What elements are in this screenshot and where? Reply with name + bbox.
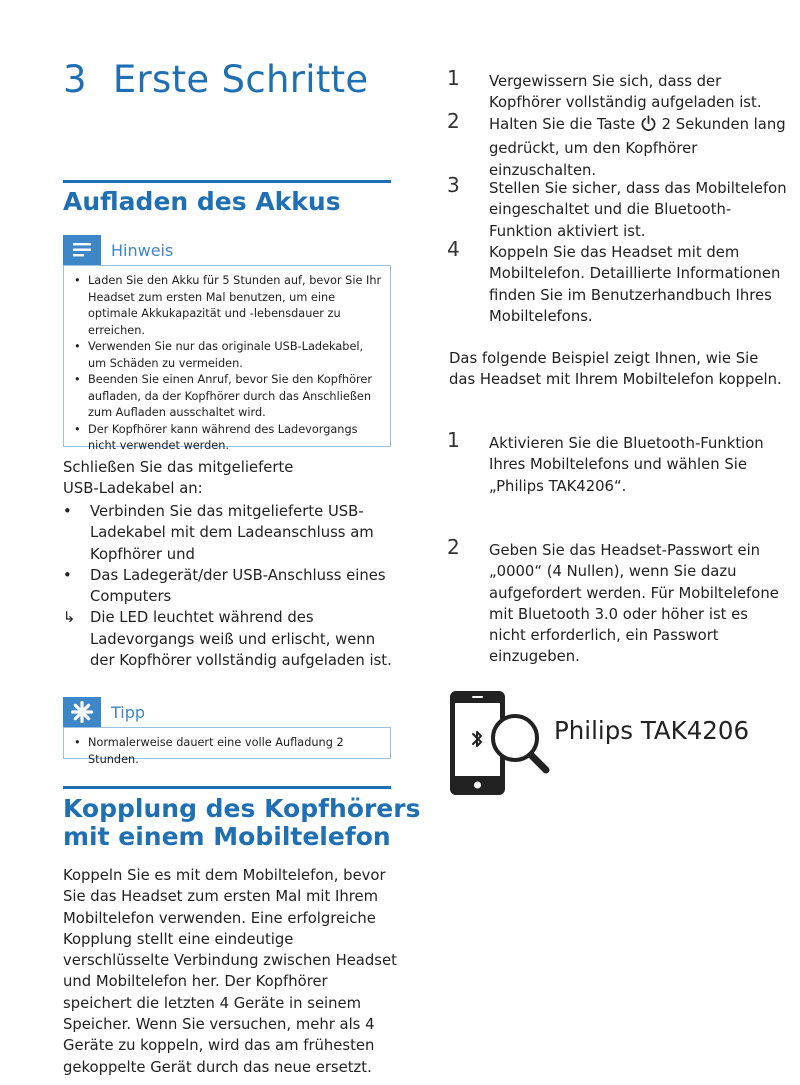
note-item: • Beenden Sie einen Anruf, bevor Sie den Kopfhörer aufladen, da der Kopfhörer durch das Anschließen zum Aufladen ausschaltet wird. [74, 372, 382, 422]
note-item: • Verwenden Sie nur das originale USB-Ladekabel, um Schäden zu vermeiden. [74, 339, 382, 372]
result-arrow-marker: ↳ [63, 609, 76, 627]
product-name: Philips TAK4206 [554, 716, 750, 745]
step-number: 1 [447, 66, 460, 90]
note-header [63, 235, 173, 265]
chapter-number: 3 [63, 58, 87, 101]
step-text-before: Halten Sie die Taste [489, 116, 636, 133]
bullet-text: Die LED leuchtet während des Ladevorgangs weiß und erlischt, wenn der Kopfhörer vollständig aufgeladen ist. [90, 609, 392, 670]
section-title-charging: Aufladen des Akkus [63, 187, 341, 216]
tip-header [63, 697, 145, 727]
asterisk-star-icon [63, 697, 101, 727]
note-label: Hinweis [111, 240, 174, 260]
step-number: 3 [447, 173, 460, 197]
note-lines-icon [63, 235, 101, 265]
phone-bluetooth-search-icon [447, 688, 557, 798]
step-text: Geben Sie das Headset-Passwort ein „0000“ (4 Nullen), wenn Sie dazu aufgefordert werden. Für Mobiltelefone mit Bluetooth 3.0 oder höher ist es nicht erforderlich, ein Passwort einzugeben. [489, 542, 779, 666]
list-item [63, 607, 395, 671]
tip-item: • Normalerweise dauert eine volle Aufladung 2 Stunden. [74, 735, 382, 768]
step-number: 2 [447, 535, 460, 559]
step-number: 2 [447, 109, 460, 133]
step-2 [447, 109, 787, 181]
step-1 [447, 66, 787, 114]
tip-box [63, 727, 391, 766]
example-step-1 [447, 428, 787, 497]
note-item: • Laden Sie den Akku für 5 Stunden auf, bevor Sie Ihr Headset zum ersten Mal benutzen, um eine optimale Akkukapazität und -lebensdauer zu erreichen. [74, 273, 382, 339]
bullet-marker: • [63, 503, 72, 520]
step-number: 1 [447, 428, 460, 452]
section-title-pairing [63, 795, 420, 851]
chapter-title-text: Erste Schritte [112, 58, 369, 101]
section-title-line: Kopplung des Kopfhörers [63, 794, 421, 823]
chapter-title [63, 58, 369, 101]
list-item [63, 565, 395, 608]
bullet-text: Das Ladegerät/der USB-Anschluss eines Computers [90, 566, 386, 606]
step-number: 4 [447, 237, 460, 261]
step-text: Stellen Sie sicher, dass das Mobiltelefon eingeschaltet und die Bluetooth-Funktion aktiviert ist. [489, 180, 787, 240]
charging-intro: Schließen Sie das mitgelieferte USB-Ladekabel an: [63, 459, 294, 498]
list-item [63, 501, 395, 565]
pairing-body: Koppeln Sie es mit dem Mobiltelefon, bevor Sie das Headset zum ersten Mal mit Ihrem Mobiltelefon verwenden. Eine erfolgreiche Kopplung stellt eine eindeutige verschlüsselte Verbindung zwischen Headset und Mobiltelefon her. Der Kopfhörer speichert die letzten 4 Geräte in seinem Speicher. Wenn Sie versuchen, mehr als 4 Geräte zu koppeln, wird das am frühesten gekoppelte Gerät durch das neue ersetzt. [63, 867, 397, 1076]
note-item: • Der Kopfhörer kann während des Ladevorgangs nicht verwendet werden. [74, 422, 382, 455]
step-3 [447, 173, 787, 242]
step-4 [447, 237, 787, 327]
bullet-marker: • [63, 566, 72, 584]
step-text: Aktivieren Sie die Bluetooth-Funktion Ihres Mobiltelefons und wählen Sie „Philips TAK4206“. [489, 435, 764, 495]
step-text: Koppeln Sie das Headset mit dem Mobiltelefon. Detaillierte Informationen finden Sie im Benutzerhandbuch Ihres Mobiltelefons. [489, 244, 781, 325]
bullet-text: Verbinden Sie das mitgelieferte USB-Ladekabel mit dem Ladeanschluss am Kopfhörer und [90, 503, 374, 563]
example-intro: Das folgende Beispiel zeigt Ihnen, wie Sie das Headset mit Ihrem Mobiltelefon koppeln. [449, 350, 782, 389]
step-text [489, 114, 787, 181]
section-rule-charging [63, 180, 391, 183]
note-box [63, 265, 391, 452]
step-text-after: 2 Sekunden lang gedrückt, um den Kopfhörer einzuschalten. [489, 116, 786, 179]
example-step-2 [447, 535, 787, 668]
power-icon [640, 115, 657, 138]
section-title-line: mit einem Mobiltelefon [63, 822, 391, 851]
charging-bullets [63, 501, 395, 671]
tip-label: Tipp [111, 702, 146, 722]
step-text: Vergewissern Sie sich, dass der Kopfhörer vollständig aufgeladen ist. [489, 73, 762, 112]
section-rule-pairing [63, 786, 391, 789]
